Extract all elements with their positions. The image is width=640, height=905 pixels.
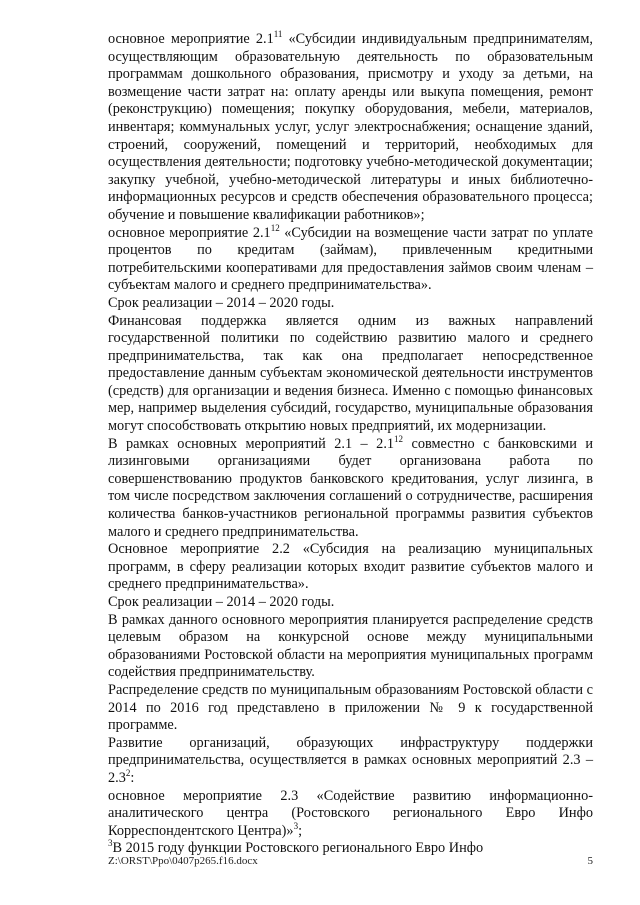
paragraph: [108, 788, 593, 841]
paragraph-text: Срок реализации – 2014 – 2020 годы.: [108, 594, 335, 610]
paragraph-text: Финансовая поддержка является одним из важных направлений государственной политики по содействию развитию малого и среднего предпринимательства, так как она предполагает непосредственное предоставление данным субъектам экономической деятельности инструментов (средств) для организации и ведения бизнеса. Именно с помощью финансовых мер, например выделения субсидий, государство, муниципальные образования могут способствовать открытию новых предприятий, их модернизации.: [108, 312, 593, 435]
footnote-marker: 12: [394, 433, 404, 444]
footer-file-path: Z:\ORST\Ppo\0407p265.f16.docx: [108, 855, 258, 867]
paragraph: [108, 682, 593, 735]
paragraph: [108, 594, 593, 612]
footnote-marker: 3: [108, 838, 113, 849]
paragraph: [108, 433, 593, 542]
paragraph-text: Развитие организаций, образующих инфраструктуру поддержки предпринимательства, осуществляется в рамках основных мероприятий 2.3 – 2.3: [108, 734, 593, 786]
paragraph-text: Основное мероприятие 2.2 «Субсидия на реализацию муниципальных программ, в сферу реализации которых входит развитие субъектов малого и среднего предпринимательства».: [108, 541, 593, 593]
footnote-marker: 11: [273, 29, 283, 40]
paragraph: [108, 31, 593, 225]
footnote-marker: 3: [293, 820, 299, 831]
paragraph-text: основное мероприятие 2.1: [108, 224, 271, 241]
paragraph: [108, 612, 593, 682]
paragraph-text: «Субсидии на возмещение части затрат по уплате процентов по кредитам (займам), привлеченным кредитными потребительскими кооперативами для предоставления займов своим членам – субъектам малого и среднего предпринимательства».: [108, 224, 593, 294]
footnote-marker: 2: [125, 768, 131, 779]
paragraph: [108, 541, 593, 594]
paragraph-text: основное мероприятие 2.3 «Содействие развитию информационно-аналитического центра (Ростовского регионального Евро Инфо Корреспондентского Центра)»: [108, 787, 593, 839]
paragraph: [108, 313, 593, 436]
paragraph-text: совместно с банковскими и лизинговыми организациями будет организована работа по совершенствованию продуктов банковского кредитования, услуг лизинга, в том числе посредством заключения соглашений о сотрудничестве, расширения количества банков-участников региональной программы развития субъектов малого и среднего предпринимательства.: [108, 435, 593, 540]
paragraph-text: Срок реализации – 2014 – 2020 годы.: [108, 294, 335, 311]
paragraph-text: В рамках основных мероприятий 2.1 – 2.1: [108, 435, 395, 452]
paragraph-text: Распределение средств по муниципальным образованиям Ростовской области с 2014 по 2016 год представлено в приложении № 9 к государственной программе.: [108, 681, 593, 734]
footnote-marker: 12: [270, 222, 280, 233]
document-body: [108, 31, 593, 858]
paragraph-text: :: [130, 769, 135, 786]
paragraph-text: ;: [298, 822, 303, 839]
paragraph-text: основное мероприятие 2.1: [108, 31, 274, 47]
paragraph-text: В 2015 году функции Ростовского регионального Евро Инфо: [112, 840, 484, 857]
paragraph: [108, 735, 593, 788]
page-number: 5: [587, 855, 593, 867]
paragraph-text: В рамках данного основного мероприятия планируется распределение средств целевым образом на конкурсной основе между муниципальными образованиями Ростовской области на мероприятия муниципальных программ содействия предпринимательству.: [108, 611, 593, 681]
paragraph: [108, 295, 593, 313]
paragraph-text: «Субсидии индивидуальным предпринимателям, осуществляющим образовательную деятельность по образовательным программам дошкольного образования, присмотру и уходу за детьми, на возмещение части затрат на: оплату аренды или выкупа помещения, ремонт (реконструкцию) помещения; покупку оборудования, мебели, материалов, инвентаря; коммунальных услуг, услуг электроснабжения; оснащение зданий, строений, сооружений, помещений и территорий, необходимых для осуществления деятельности; подготовку учебно-методической документации; закупку учебной, учебно-методической литературы и иных библиотечно-информационных ресурсов и средств обеспечения образовательного процесса; обучение и повышение квалификации работников»;: [108, 31, 593, 223]
paragraph: [108, 222, 593, 295]
